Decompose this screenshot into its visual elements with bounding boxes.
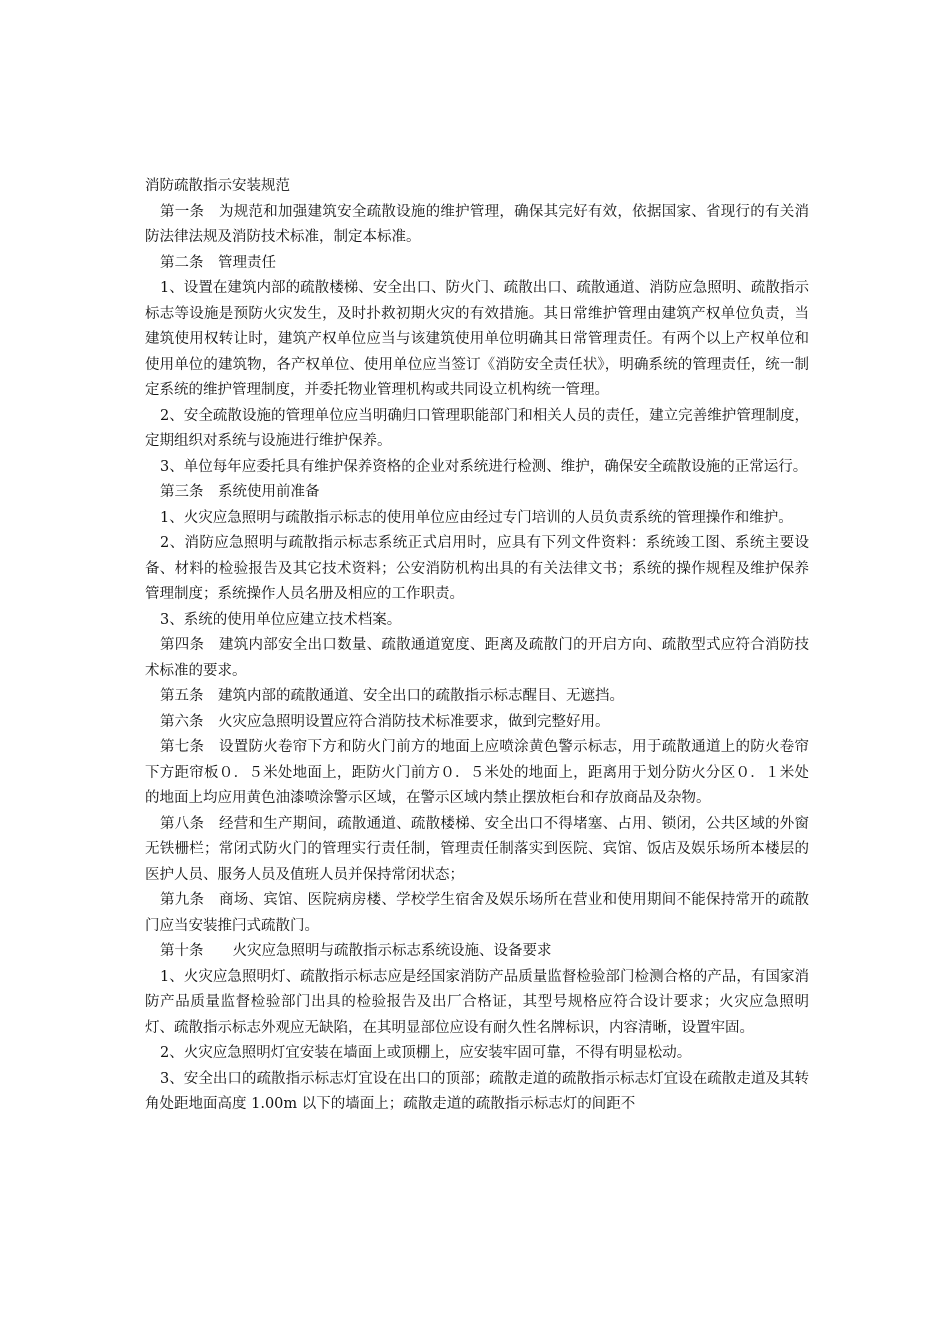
paragraph-article-3-heading: 第三条 系统使用前准备 — [160, 484, 320, 500]
paragraph-article-8: 第八条 经营和生产期间，疏散通道、疏散楼梯、安全出口不得堵塞、占用、锁闭，公共区域的外窗无铁栅栏；常闭式防火门的管理实行责任制，管理责任制落实到医院、宾馆、饭店及娱乐场所本楼层的医护人员、服务人员及值班人员并保持常闭状态； — [145, 815, 809, 883]
document-page — [145, 174, 809, 1118]
document-title: 消防疏散指示安装规范 — [145, 178, 290, 194]
paragraph-article-4: 第四条 建筑内部安全出口数量、疏散通道宽度、距离及疏散门的开启方向、疏散型式应符合消防技术标准的要求。 — [145, 637, 809, 679]
paragraph-article-9: 第九条 商场、宾馆、医院病房楼、学校学生宿舍及娱乐场所在营业和使用期间不能保持常开的疏散门应当安装推闩式疏散门。 — [145, 892, 809, 934]
paragraph-article-5: 第五条 建筑内部的疏散通道、安全出口的疏散指示标志醒目、无遮挡。 — [160, 688, 624, 704]
paragraph-article-3-item-3: 3、系统的使用单位应建立技术档案。 — [160, 611, 402, 628]
paragraph-article-7: 第七条 设置防火卷帘下方和防火门前方的地面上应喷涂黄色警示标志，用于疏散通道上的防火卷帘下方距帘板０．５米处地面上，距防火门前方０．５米处的地面上，距离用于划分防火分区０．１米处的地面上均应用黄色油漆喷涂警示区域，在警示区域内禁止摆放柜台和存放商品及杂物。 — [145, 739, 809, 806]
paragraph-article-10-heading: 第十条 火灾应急照明与疏散指示标志系统设施、设备要求 — [160, 943, 552, 959]
paragraph-article-2-item-3: 3、单位每年应委托具有维护保养资格的企业对系统进行检测、维护，确保安全疏散设施的正常运行。 — [160, 458, 808, 475]
paragraph-article-3-item-2: 2、消防应急照明与疏散指示标志系统正式启用时，应具有下列文件资料：系统竣工图、系统主要设备、材料的检验报告及其它技术资料；公安消防机构出具的有关法律文书；系统的操作规程及维护保养管理制度；系统操作人员名册及相应的工作职责。 — [145, 535, 809, 602]
paragraph-article-2-heading: 第二条 管理责任 — [160, 254, 276, 271]
paragraph-article-10-item-3: 3、安全出口的疏散指示标志灯宜设在出口的顶部；疏散走道的疏散指示标志灯宜设在疏散走道及其转角处距地面高度 1.00m 以下的墙面上；疏散走道的疏散指示标志灯的间距不 — [145, 1070, 809, 1112]
paragraph-article-10-item-2: 2、火灾应急照明灯宜安装在墙面上或顶棚上，应安装牢固可靠，不得有明显松动。 — [160, 1045, 692, 1061]
paragraph-article-6: 第六条 火灾应急照明设置应符合消防技术标准要求，做到完整好用。 — [160, 713, 610, 730]
paragraph-article-10-item-1: 1、火灾应急照明灯、疏散指示标志应是经国家消防产品质量监督检验部门检测合格的产品，有国家消防产品质量监督检验部门出具的检验报告及出厂合格证，其型号规格应符合设计要求；火灾应急照明灯、疏散指示标志外观应无缺陷，在其明显部位应设有耐久性名牌标识，内容清晰，设置牢固。 — [145, 968, 809, 1036]
paragraph-article-1: 第一条 为规范和加强建筑安全疏散设施的维护管理，确保其完好有效，依据国家、省现行的有关消防法律法规及消防技术标准，制定本标准。 — [145, 203, 809, 245]
paragraph-article-2-item-2: 2、安全疏散设施的管理单位应当明确归口管理职能部门和相关人员的责任，建立完善维护管理制度，定期组织对系统与设施进行维护保养。 — [145, 407, 809, 449]
paragraph-article-2-item-1: 1、设置在建筑内部的疏散楼梯、安全出口、防火门、疏散出口、疏散通道、消防应急照明、疏散指示标志等设施是预防火灾发生，及时扑救初期火灾的有效措施。其日常维护管理由建筑产权单位负责，当建筑使用权转让时，建筑产权单位应当与该建筑使用单位明确其日常管理责任。有两个以上产权单位和使用单位的建筑物，各产权单位、使用单位应当签订《消防安全责任状》，明确系统的管理责任，统一制定系统的维护管理制度，并委托物业管理机构或共同设立机构统一管理。 — [145, 280, 809, 398]
paragraph-article-3-item-1: 1、火灾应急照明与疏散指示标志的使用单位应由经过专门培训的人员负责系统的管理操作和维护。 — [160, 509, 793, 526]
